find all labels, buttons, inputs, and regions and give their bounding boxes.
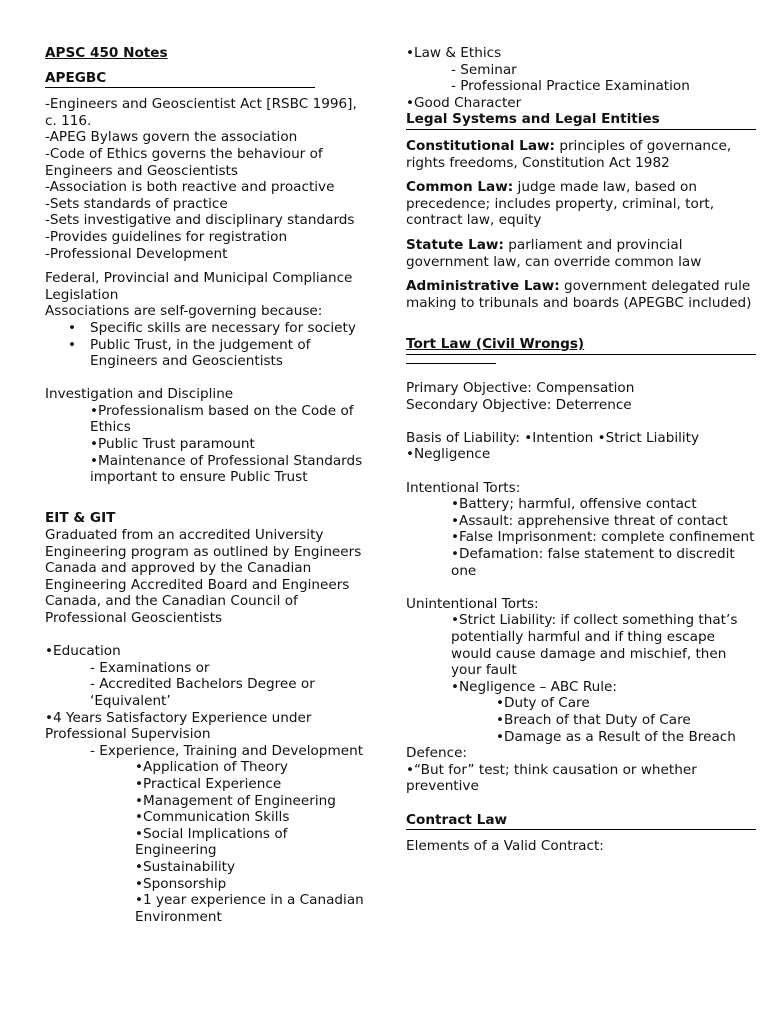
page-title: APSC 450 Notes (45, 45, 168, 61)
list-item: - Professional Practice Examination (451, 78, 690, 95)
list-item: •Public Trust paramount (90, 436, 255, 453)
list-item: •Maintenance of Professional Standards important to ensure Public Trust (90, 452, 363, 486)
list-item: •Communication Skills (135, 809, 290, 826)
law-desc: government delegated rule making to tribunals and boards (APEGBC included) (406, 278, 752, 311)
right-column (406, 45, 756, 855)
law-ethics-list (406, 62, 756, 95)
list-item: •Breach of that Duty of Care (496, 711, 691, 728)
contract-law-heading: Contract Law (406, 812, 756, 831)
list-item: •Defamation: false statement to discredit one (451, 546, 735, 579)
experience-list (45, 759, 365, 925)
list-item: •Social Implications of Engineering (135, 825, 288, 859)
defence-text: •“But for” test; think causation or whether preventive (406, 761, 697, 795)
tort-law-title: Tort Law (Civil Wrongs) (406, 335, 585, 352)
intentional-torts-heading: Intentional Torts: (406, 479, 521, 496)
valid-contract-elements: Elements of a Valid Contract: (406, 838, 604, 855)
basis-of-liability: Basis of Liability: •Intention •Strict Liability •Negligence (406, 429, 700, 463)
eit-heading: EIT & GIT (45, 510, 116, 527)
secondary-objective: Secondary Objective: Deterrence (406, 396, 632, 413)
divider (406, 355, 496, 364)
law-ethics-item: •Law & Ethics (406, 45, 502, 61)
self-governing-text: Associations are self-governing because: (45, 303, 323, 320)
apegbc-line: -APEG Bylaws govern the association (45, 129, 298, 146)
self-governing-list (45, 320, 365, 370)
law-entry (406, 278, 756, 311)
list-item: •Practical Experience (135, 775, 282, 792)
list-item: •Sustainability (135, 858, 236, 875)
list-item: - Accredited Bachelors Degree or ‘Equivalent’ (90, 676, 315, 709)
list-item: •Management of Engineering (135, 792, 336, 809)
law-term: Common Law: (406, 179, 514, 196)
apegbc-line: -Provides guidelines for registration (45, 228, 288, 245)
list-item: - Examinations or (90, 659, 210, 676)
defence-heading: Defence: (406, 745, 468, 762)
legal-systems-heading: Legal Systems and Legal Entities (406, 111, 756, 130)
left-column (45, 45, 365, 925)
investigation-heading: Investigation and Discipline (45, 386, 234, 403)
list-item: •Strict Liability: if collect something that’s potentially harmful and if thing escape would cause damage and mischief, then your fault (451, 612, 738, 679)
law-desc: principles of governance, rights freedoms, Constitution Act 1982 (406, 137, 732, 171)
list-item: •Damage as a Result of the Breach (496, 728, 736, 745)
law-desc: judge made law, based on precedence; includes property, criminal, tort, contract law, equity (406, 179, 715, 229)
apegbc-line: -Sets investigative and disciplinary standards (45, 212, 355, 229)
tort-law-heading (406, 336, 756, 355)
list-item: • Specific skills are necessary for society (90, 320, 365, 337)
list-item: •Duty of Care (496, 695, 590, 712)
law-entry (406, 138, 756, 171)
apegbc-line: -Professional Development (45, 245, 228, 262)
list-item: •Battery; harmful, offensive contact (451, 496, 697, 513)
investigation-list (45, 403, 365, 486)
abc-rule-list (406, 695, 756, 745)
list-item: - Seminar (451, 61, 517, 78)
list-item: •Sponsorship (135, 875, 227, 892)
law-term: Statute Law: (406, 236, 504, 253)
law-entry (406, 237, 756, 270)
apegbc-line: -Code of Ethics governs the behaviour of Engineers and Geoscientists (45, 145, 323, 179)
experience-item: •4 Years Satisfactory Experience under Professional Supervision (45, 709, 312, 743)
apegbc-line: -Engineers and Geoscientist Act [RSBC 1996], c. 116. (45, 96, 357, 129)
education-list (45, 660, 365, 710)
law-term: Administrative Law: (406, 278, 560, 295)
list-item: •Application of Theory (135, 759, 288, 776)
list-item: •False Imprisonment: complete confinement (451, 529, 755, 546)
apegbc-list (45, 96, 365, 262)
eit-text: Graduated from an accredited University Engineering program as outlined by Engineers Canada and approved by the Canadian Engineering Accredited Board and Engineers Canada, and the Canadian Council of Professional Geoscientists (45, 527, 362, 626)
list-item: •Negligence – ABC Rule: (451, 678, 617, 695)
compliance-text: Federal, Provincial and Municipal Compliance Legislation (45, 270, 353, 303)
unintentional-torts-heading: Unintentional Torts: (406, 595, 539, 612)
good-character-item: •Good Character (406, 94, 522, 111)
education-item: •Education (45, 643, 121, 660)
apegbc-heading: APEGBC (45, 70, 315, 89)
experience-subheading: - Experience, Training and Development (90, 742, 364, 759)
unintentional-torts-list (406, 612, 756, 695)
list-item: •1 year experience in a Canadian Environment (135, 892, 364, 925)
intentional-torts-list (406, 496, 756, 579)
law-entry (406, 179, 756, 229)
list-item: •Professionalism based on the Code of Ethics (90, 402, 354, 436)
list-item: • Public Trust, in the judgement of Engineers and Geoscientists (90, 337, 365, 370)
law-desc: parliament and provincial government law, can override common law (406, 236, 702, 270)
list-item: •Assault: apprehensive threat of contact (451, 512, 728, 529)
apegbc-line: -Association is both reactive and proactive (45, 179, 335, 196)
primary-objective: Primary Objective: Compensation (406, 380, 635, 397)
apegbc-line: -Sets standards of practice (45, 195, 228, 212)
law-term: Constitutional Law: (406, 137, 555, 154)
